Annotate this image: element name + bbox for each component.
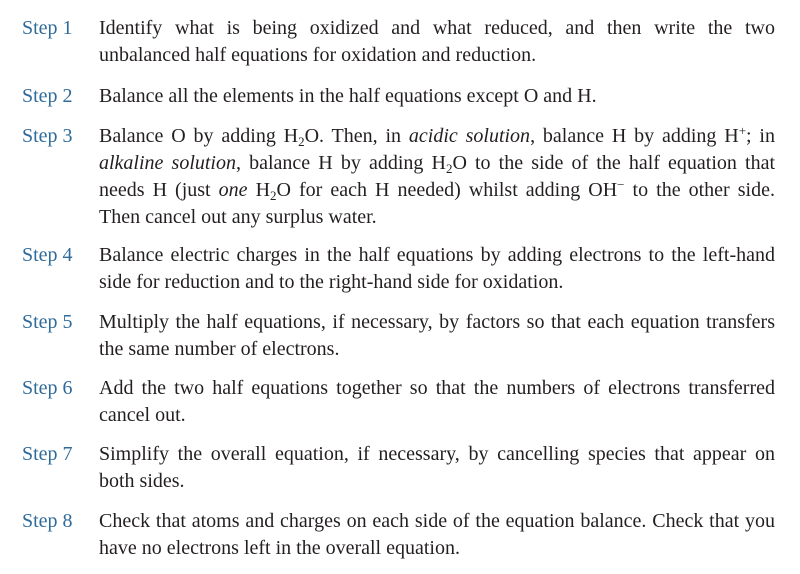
- step-text: Add the two half equations together so that the numbers of electrons transferred cancel out.: [99, 377, 775, 426]
- step-text: Identify what is being oxidized and what reduced, and then write the two unbalanced half equations for oxidation and reduction.: [99, 17, 775, 66]
- step-text: Check that atoms and charges on each side of the equation balance. Check that you have no electrons left in the overall equation.: [99, 510, 775, 559]
- step-text: Balance all the elements in the half equations except O and H.: [99, 85, 597, 107]
- step-text: Balance electric charges in the half equations by adding electrons to the left-hand side for reduction and to the right-hand side for oxidation.: [99, 244, 775, 293]
- step-text: Multiply the half equations, if necessary, by factors so that each equation transfers the same number of electrons.: [99, 311, 775, 360]
- step-text: Balance O by adding $H_2O$. Then, in acidic solution, balance H by adding H+; in alkaline solution, balance H by adding $H_2O$ to the side of the half equation that needs H (just one $H_2O$ for each H needed) whilst adding OH− to the other side. Then cancel out any surplus water.: [99, 122, 775, 228]
- step-label: Step 7: [22, 443, 73, 465]
- step-text: Simplify the overall equation, if necessary, by cancelling species that appear on both sides.: [99, 443, 775, 492]
- step-label: Step 8: [22, 510, 73, 532]
- step-label: Step 4: [22, 244, 73, 266]
- step-label: Step 3: [22, 125, 73, 147]
- step-label: Step 6: [22, 377, 73, 399]
- step-label: Step 1: [22, 17, 73, 39]
- step-label: Step 2: [22, 85, 73, 107]
- step-label: Step 5: [22, 311, 73, 333]
